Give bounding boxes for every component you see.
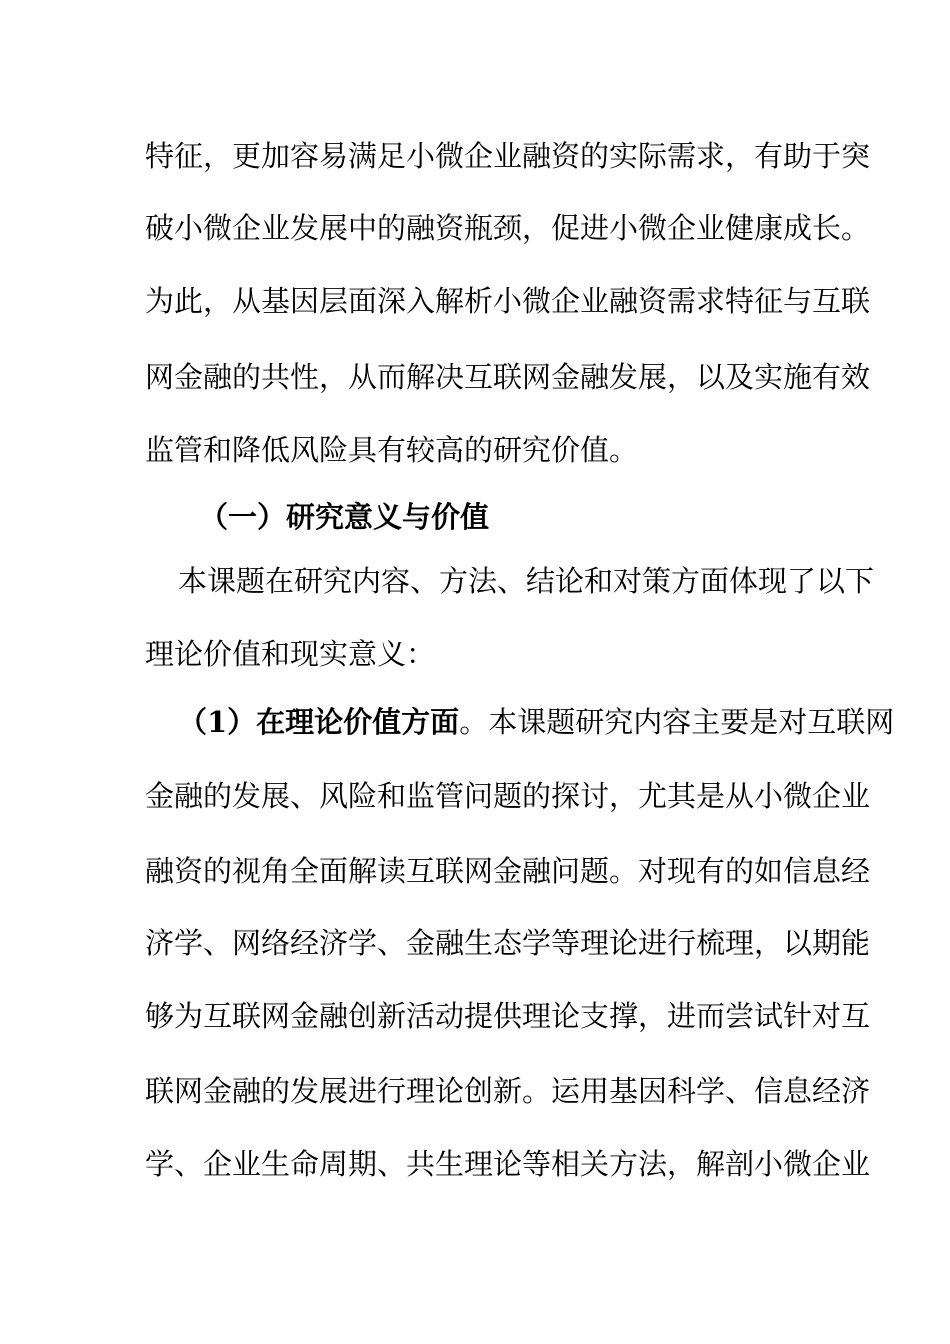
theory-para-first-rest: 。本课题研究内容主要是对互联网 <box>459 705 895 739</box>
body-text-line: 联网金融的发展进行理论创新。运用基因科学、信息经济 <box>145 1074 871 1108</box>
body-text-line: 为此，从基因层面深入解析小微企业融资需求特征与互联 <box>145 284 871 318</box>
body-text-line: 网金融的共性，从而解决互联网金融发展，以及实施有效 <box>145 360 871 394</box>
body-text-line: 够为互联网金融创新活动提供理论支撑，进而尝试针对互 <box>145 999 871 1033</box>
body-text-line: 破小微企业发展中的融资瓶颈，促进小微企业健康成长。 <box>145 211 871 245</box>
section-heading: （一）研究意义与价值 <box>199 500 490 534</box>
body-text-line: 金融的发展、风险和监管问题的探讨，尤其是从小微企业 <box>145 779 871 813</box>
body-text-line: 本课题在研究内容、方法、结论和对策方面体现了以下 <box>178 564 875 598</box>
body-text-line: 理论价值和现实意义： <box>145 637 436 671</box>
body-text-line: 监管和降低风险具有较高的研究价值。 <box>145 433 639 467</box>
body-text-line: 融资的视角全面解读互联网金融问题。对现有的如信息经 <box>145 854 871 888</box>
theory-para-bold-lead: （1）在理论价值方面 <box>178 705 460 739</box>
body-text-line: 济学、网络经济学、金融生态学等理论进行梳理，以期能 <box>145 926 871 960</box>
body-text-line: 特征，更加容易满足小微企业融资的实际需求，有助于突 <box>145 139 871 173</box>
theory-para-first-line <box>178 702 895 742</box>
body-text-line: 学、企业生命周期、共生理论等相关方法，解剖小微企业 <box>145 1147 871 1181</box>
